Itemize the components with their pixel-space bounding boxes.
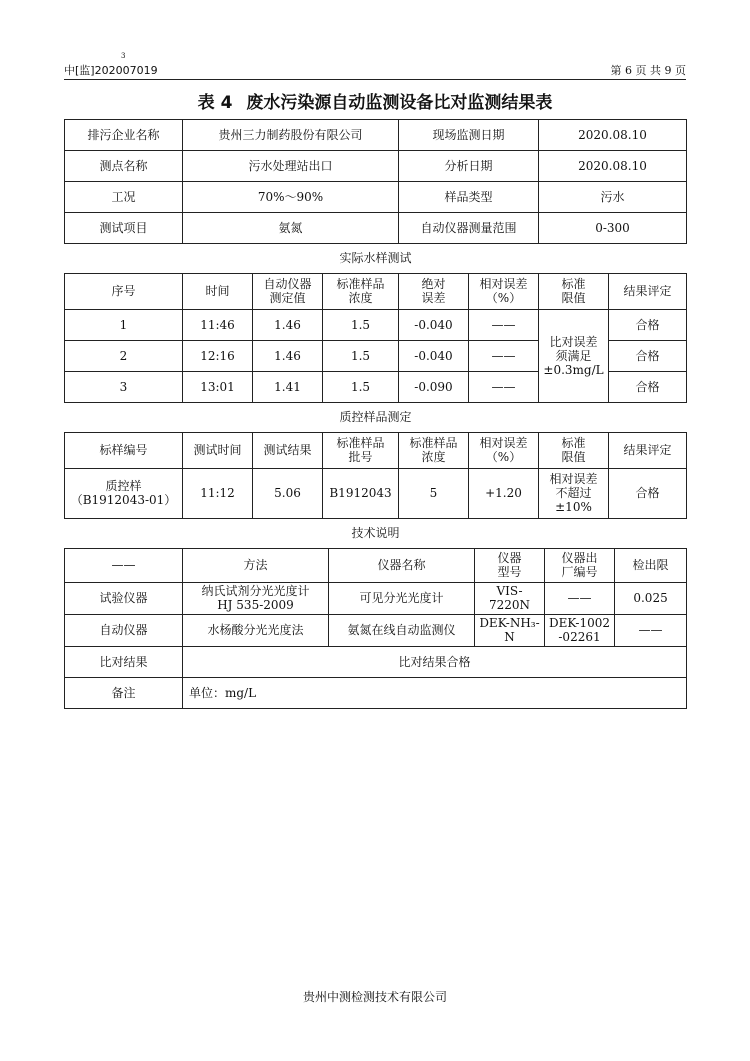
sample-type-label: 样品类型 <box>399 182 539 213</box>
sample-type-value: 污水 <box>539 182 687 213</box>
tech-header-serial: 仪器出 厂编号 <box>545 548 615 582</box>
row-time: 13:01 <box>183 371 253 402</box>
actual-header-time: 时间 <box>183 273 253 309</box>
tech-header-name: 仪器名称 <box>329 548 475 582</box>
actual-header-auto: 自动仪器 测定值 <box>253 273 323 309</box>
qc-header-eval: 结果评定 <box>609 432 687 468</box>
tech-header-limit: 检出限 <box>615 548 687 582</box>
analysis-date-value: 2020.08.10 <box>539 151 687 182</box>
row-abs: -0.040 <box>399 309 469 340</box>
row-time: 11:46 <box>183 309 253 340</box>
site-date-label: 现场监测日期 <box>399 120 539 151</box>
row-rel: —— <box>469 309 539 340</box>
tech-row-serial: —— <box>545 582 615 614</box>
remark-label: 备注 <box>65 677 183 708</box>
actual-section-title: 实际水样测试 <box>65 243 687 273</box>
actual-header-std: 标准样品 浓度 <box>323 273 399 309</box>
row-rel: —— <box>469 371 539 402</box>
actual-table <box>64 243 687 403</box>
row-auto: 1.41 <box>253 371 323 402</box>
qc-table <box>64 402 687 519</box>
table-label: 表 4 <box>197 93 233 113</box>
row-std: 1.5 <box>323 340 399 371</box>
tech-section-title: 技术说明 <box>65 518 687 548</box>
tech-row-label: 自动仪器 <box>65 614 183 646</box>
tech-row-limit: —— <box>615 614 687 646</box>
tech-row-serial: DEK-1002 -02261 <box>545 614 615 646</box>
page-title <box>0 88 750 113</box>
tech-row-model: VIS-7220N <box>475 582 545 614</box>
qc-section-title: 质控样品测定 <box>65 402 687 432</box>
row-result: 合格 <box>609 371 687 402</box>
item-label: 测试项目 <box>65 213 183 244</box>
qc-result: 5.06 <box>253 468 323 518</box>
footer-company: 贵州中测检测技术有限公司 <box>302 990 447 1004</box>
tech-row-method: 水杨酸分光光度法 <box>183 614 329 646</box>
row-abs: -0.090 <box>399 371 469 402</box>
actual-header-abs: 绝对 误差 <box>399 273 469 309</box>
qc-eval: 合格 <box>609 468 687 518</box>
row-auto: 1.46 <box>253 340 323 371</box>
row-time: 12:16 <box>183 340 253 371</box>
actual-header-no: 序号 <box>65 273 183 309</box>
table-row <box>65 582 687 614</box>
qc-header-rel: 相对误差 （%） <box>469 432 539 468</box>
actual-limit: 比对误差 须满足 ±0.3mg/L <box>539 309 609 402</box>
tech-header-model: 仪器 型号 <box>475 548 545 582</box>
header-rule <box>64 79 686 80</box>
company-value: 贵州三力制药股份有限公司 <box>183 120 399 151</box>
tech-header-blank: —— <box>65 548 183 582</box>
table-row <box>65 614 687 646</box>
qc-time: 11:12 <box>183 468 253 518</box>
remark-value: 单位：mg/L <box>183 677 687 708</box>
table-row <box>65 309 687 340</box>
table-row <box>65 468 687 518</box>
analysis-date-label: 分析日期 <box>399 151 539 182</box>
row-std: 1.5 <box>323 309 399 340</box>
actual-header-limit: 标准 限值 <box>539 273 609 309</box>
qc-batch: B1912043 <box>323 468 399 518</box>
row-no: 3 <box>65 371 183 402</box>
row-rel: —— <box>469 340 539 371</box>
qc-header-id: 标样编号 <box>65 432 183 468</box>
row-no: 2 <box>65 340 183 371</box>
qc-header-result: 测试结果 <box>253 432 323 468</box>
table-title: 废水污染源自动监测设备比对监测结果表 <box>246 93 553 113</box>
qc-conc: 5 <box>399 468 469 518</box>
qc-limit: 相对误差 不超过 ±10% <box>539 468 609 518</box>
row-result: 合格 <box>609 340 687 371</box>
page-number: 第 6 页 共 9 页 <box>610 64 686 77</box>
tech-row-limit: 0.025 <box>615 582 687 614</box>
site-date-value: 2020.08.10 <box>539 120 687 151</box>
point-value: 污水处理站出口 <box>183 151 399 182</box>
row-auto: 1.46 <box>253 309 323 340</box>
condition-value: 70%～90% <box>183 182 399 213</box>
qc-header-batch: 标准样品 批号 <box>323 432 399 468</box>
tech-row-label: 试验仪器 <box>65 582 183 614</box>
qc-id: 质控样 （B1912043-01） <box>65 468 183 518</box>
point-label: 测点名称 <box>65 151 183 182</box>
row-std: 1.5 <box>323 371 399 402</box>
qc-header-limit: 标准 限值 <box>539 432 609 468</box>
tech-header-method: 方法 <box>183 548 329 582</box>
company-label: 排污企业名称 <box>65 120 183 151</box>
range-value: 0-300 <box>539 213 687 244</box>
qc-header-time: 测试时间 <box>183 432 253 468</box>
info-table <box>64 119 687 244</box>
doc-number: 中[监]202007019 <box>64 64 158 77</box>
row-no: 1 <box>65 309 183 340</box>
row-result: 合格 <box>609 309 687 340</box>
compare-label: 比对结果 <box>65 646 183 677</box>
tech-row-name: 可见分光光度计 <box>329 582 475 614</box>
actual-header-rel: 相对误差 （%） <box>469 273 539 309</box>
range-label: 自动仪器测量范围 <box>399 213 539 244</box>
tech-table <box>64 518 687 709</box>
row-abs: -0.040 <box>399 340 469 371</box>
compare-value: 比对结果合格 <box>183 646 687 677</box>
small-number: 3 <box>121 52 126 60</box>
item-value: 氨氮 <box>183 213 399 244</box>
qc-rel: +1.20 <box>469 468 539 518</box>
actual-header-result: 结果评定 <box>609 273 687 309</box>
tech-row-method: 纳氏试剂分光光度计 HJ 535-2009 <box>183 582 329 614</box>
tech-row-model: DEK-NH₃- N <box>475 614 545 646</box>
qc-header-conc: 标准样品 浓度 <box>399 432 469 468</box>
tech-row-name: 氨氮在线自动监测仪 <box>329 614 475 646</box>
condition-label: 工况 <box>65 182 183 213</box>
